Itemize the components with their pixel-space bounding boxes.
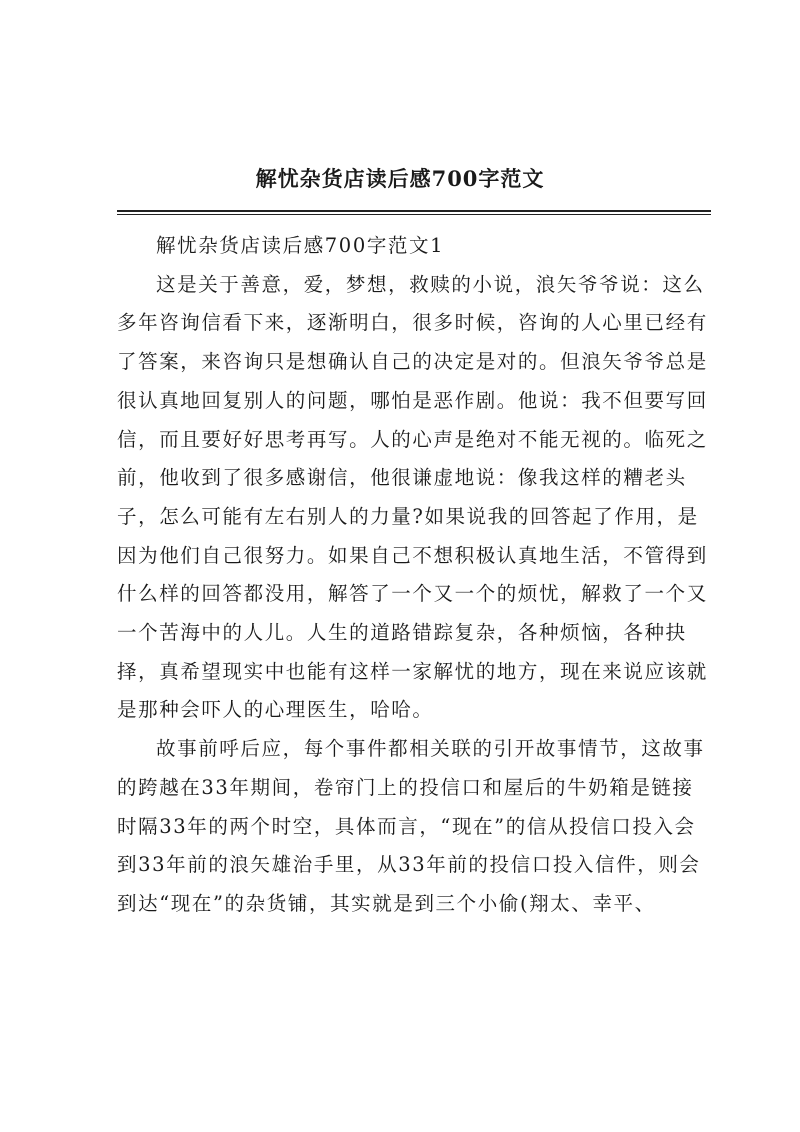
- title-divider-thin: [117, 214, 711, 215]
- document-body: [117, 227, 711, 924]
- body-paragraph-2: 故事前呼后应，每个事件都相关联的引开故事情节，这故事的跨越在33年期间，卷帘门上的投信口和屋后的牛奶箱是链接时隔33年的两个时空，具体而言，“现在”的信从投信口投入会到33年前的浪矢雄治手里，从33年前的投信口投入信件，则会到达“现在”的杂货铺，其实就是到三个小偷(翔太、幸平、: [117, 737, 705, 915]
- body-paragraph-1: 这是关于善意，爱，梦想，救赎的小说，浪矢爷爷说：这么多年咨询信看下来，逐渐明白，很多时候，咨询的人心里已经有了答案，来咨询只是想确认自己的决定是对的。但浪矢爷爷总是很认真地回复别人的问题，哪怕是恶作剧。他说：我不但要写回信，而且要好好思考再写。人的心声是绝对不能无视的。临死之前，他收到了很多感谢信，他很谦虚地说：像我这样的糟老头子，怎么可能有左右别人的力量?如果说我的回答起了作用，是因为他们自己很努力。如果自己不想积极认真地生活，不管得到什么样的回答都没用，解答了一个又一个的烦忧，解救了一个又一个苦海中的人儿。人生的道路错踪复杂，各种烦恼，各种抉择，真希望现实中也能有这样一家解忧的地方，现在来说应该就是那种会吓人的心理医生，哈哈。: [117, 272, 708, 722]
- document-title: 解忧杂货店读后感700字范文: [255, 166, 545, 191]
- title-divider-thick: [117, 210, 711, 212]
- section-heading: 解忧杂货店读后感700字范文1: [156, 234, 445, 257]
